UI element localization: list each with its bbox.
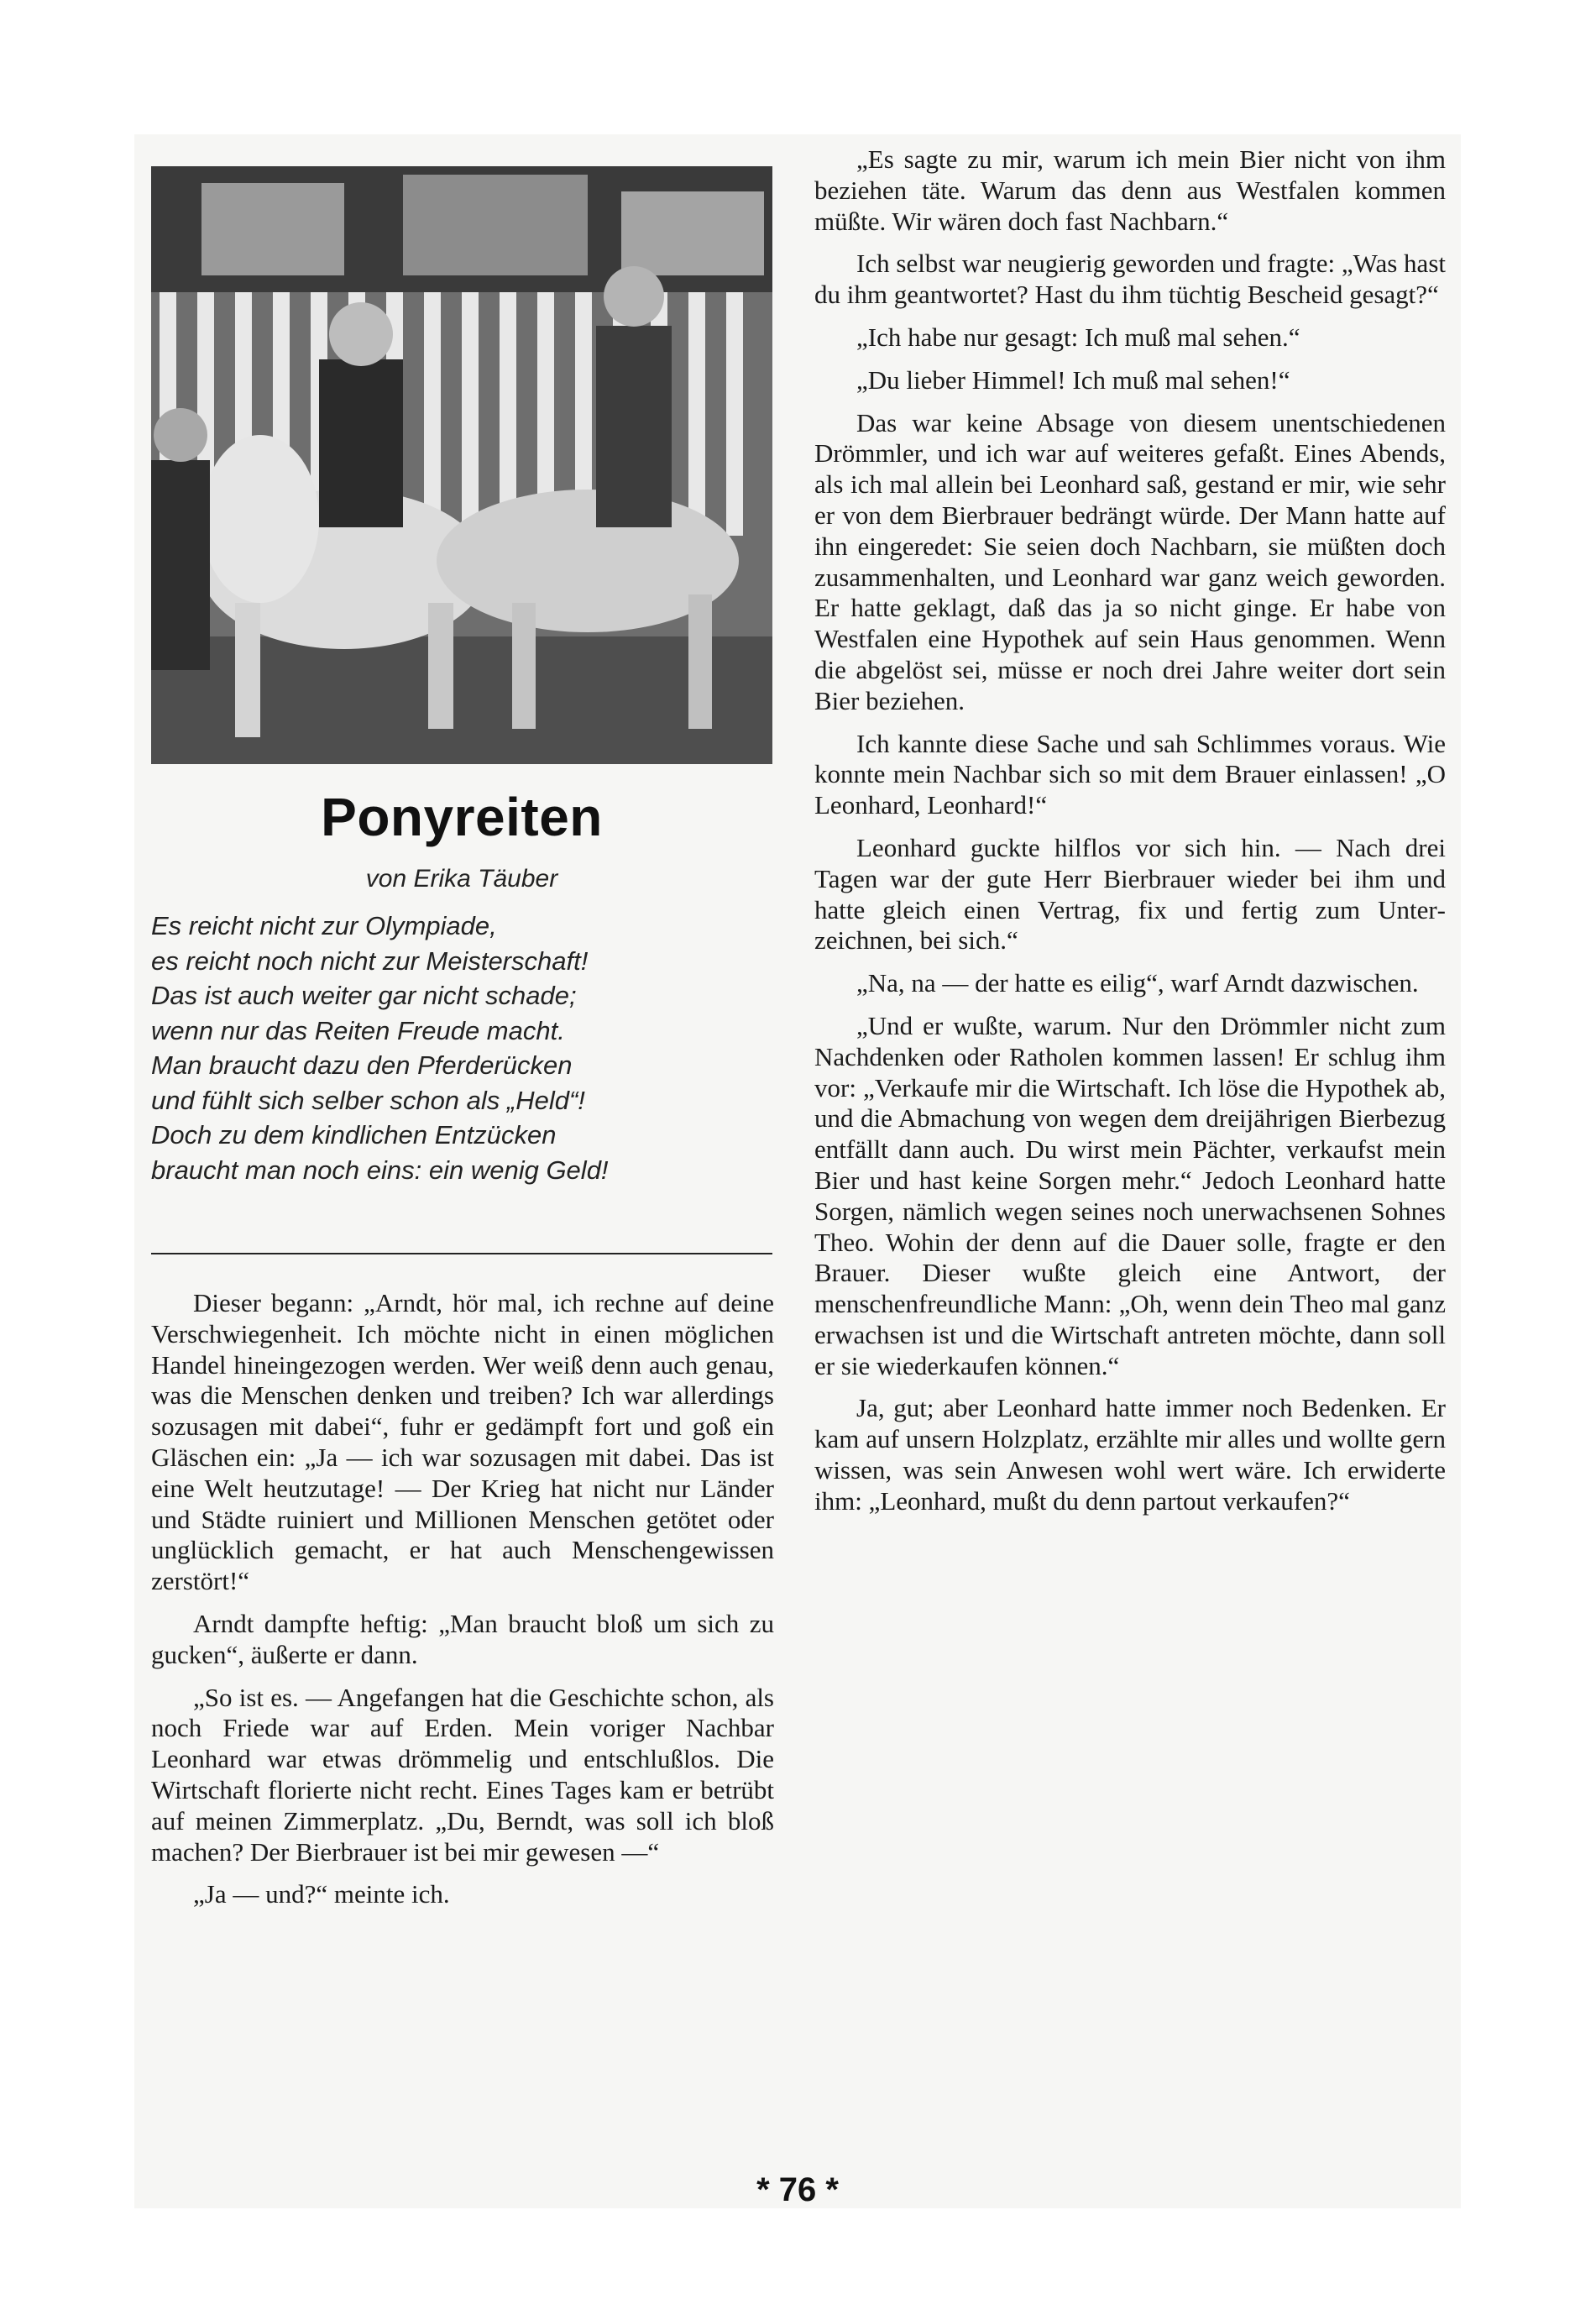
page-number: * 76 * [756, 2171, 839, 2208]
photo-illustration [151, 166, 772, 764]
poem-line: wenn nur das Reiten Freude macht. [151, 1015, 565, 1045]
paragraph: „Es sagte zu mir, warum ich mein Bier nicht von ihm beziehen täte. Warum das denn aus Westfalen kommen müßte. Wir wären doch fast Nachbarn.“ [814, 144, 1446, 236]
poem-line: Doch zu dem kindlichen Entzücken [151, 1120, 557, 1150]
paragraph: „Ja — und?“ meinte ich. [193, 1879, 450, 1909]
poem [151, 909, 774, 1187]
paragraph: Dieser begann: „Arndt, hör mal, ich rechne auf deine Verschwiegenheit. Ich möchte nicht in einen möglichen Handel hineingezogen werden. Wer weiß denn auch genau, was die Menschen denken und treiben? Ich war allerdings sozusagen mit dabei“, fuhr er gedämpft fort und goß ein Gläschen ein: „Ja — ich war sozusagen mit dabei. Das ist eine Welt heutzutage! — Der Krieg hat nicht nur Länder und Städte ruiniert und Millionen Menschen getötet oder unglücklich gemacht, er hat auch Menschengewissen zerstört!“ [151, 1288, 774, 1596]
paragraph: „Du lieber Himmel! Ich muß mal sehen!“ [856, 364, 1290, 395]
paragraph: Arndt dampfte heftig: „Man braucht bloß um sich zu gucken“, äußerte er dann. [151, 1608, 774, 1669]
poem-line: braucht man noch eins: ein wenig Geld! [151, 1155, 609, 1185]
paragraph: Leonhard guckte hilflos vor sich hin. — Nach drei Tagen war der gute Herr Bierbrauer wieder bei ihm und hatte gleich einen Vertrag, fix und fertig zum Unterzeichnen, bei sich.“ [814, 832, 1446, 956]
paragraph: Das war keine Absage von diesem unentschiedenen Drömmler, und ich war auf weiteres gefaßt. Eines Abends, als ich mal allein bei Leonhard saß, gestand er mir, wie sehr er von dem Bierbrauer bedrängt würde. Der Mann hatte auf ihn eingeredet: Sie seien doch Nachbarn, sie müßten doch zusammenhalten, und Leonhard war ganz weich geworden. Er hatte geklagt, daß das ja so nicht ginge. Er habe von Westfalen eine Hypothek auf sein Haus genommen. Wenn die abgelöst sei, müsse er noch drei Jahre weiter dort sein Bier beziehen. [814, 407, 1446, 715]
paragraph: „Und er wußte, warum. Nur den Drömmler nicht zum Nachdenken oder Ratholen kommen lassen! Er schlug ihm vor: „Verkaufe mir die Wirtschaft. Ich löse die Hypothek ab, und die Abmachung von wegen dem dreijährigen Bierbezug entfällt dann auch. Du wirst mein Pächter, verkaufst mein Bier und hast keine Sorgen mehr.“ Jedoch Leonhard hatte Sorgen, nämlich wegen seines noch unerwachsenen Sohnes Theo. Wohin der denn auf die Dauer solle, fragte er den Brauer. Dieser wußte gleich eine Antwort, der menschenfreundliche Mann: „Oh, wenn dein Theo mal ganz erwachsen ist und die Wirtschaft antreten möchte, dann soll er sie wiederkaufen können.“ [814, 1010, 1446, 1380]
poem-line: und fühlt sich selber schon als „Held“! [151, 1085, 585, 1115]
paragraph: „Ich habe nur gesagt: Ich muß mal sehen.“ [856, 322, 1300, 352]
poem-line: Es reicht nicht zur Olympiade, [151, 911, 497, 940]
paragraph: „So ist es. — Angefangen hat die Geschichte schon, als noch Friede war auf Erden. Mein voriger Nachbar Leonhard war etwas drömmelig und entschlußlos. Die Wirtschaft florierte nicht recht. Eines Tages kam er betrübt auf meinen Zimmerplatz. „Du, Berndt, was soll ich bloß machen? Der Bierbrauer ist bei mir gewesen —“ [151, 1682, 774, 1867]
poem-line: Man braucht dazu den Pferderücken [151, 1050, 573, 1080]
paragraph: „Na, na — der hatte es eilig“, warf Arndt dazwischen. [856, 968, 1419, 998]
right-column-text [814, 144, 1446, 1529]
paragraph: Ja, gut; aber Leonhard hatte immer noch Bedenken. Er kam auf unsern Holzplatz, erzählte mir alles und wollte gern wissen, was sein Anwesen wohl wert wäre. Ich erwiderte ihm: „Leonhard, mußt du denn partout verkaufen?“ [814, 1393, 1446, 1516]
article-title: Ponyreiten [321, 787, 603, 847]
paragraph: Ich selbst war neugierig geworden und fragte: „Was hast du ihm geantwortet? Hast du ihm tüchtig Bescheid gesagt?“ [814, 249, 1446, 310]
paragraph: Ich kannte diese Sache und sah Schlimmes voraus. Wie konnte mein Nachbar sich so mit dem Brauer einlassen! „O Leonhard, Leonhard!“ [814, 728, 1446, 820]
left-column-text [151, 1288, 774, 1922]
article-byline: von Erika Täuber [365, 865, 558, 893]
section-divider [151, 1253, 772, 1254]
poem-line: es reicht noch nicht zur Meisterschaft! [151, 945, 589, 976]
pony-riding-photo [151, 166, 772, 764]
poem-line: Das ist auch weiter gar nicht schade; [151, 981, 577, 1010]
